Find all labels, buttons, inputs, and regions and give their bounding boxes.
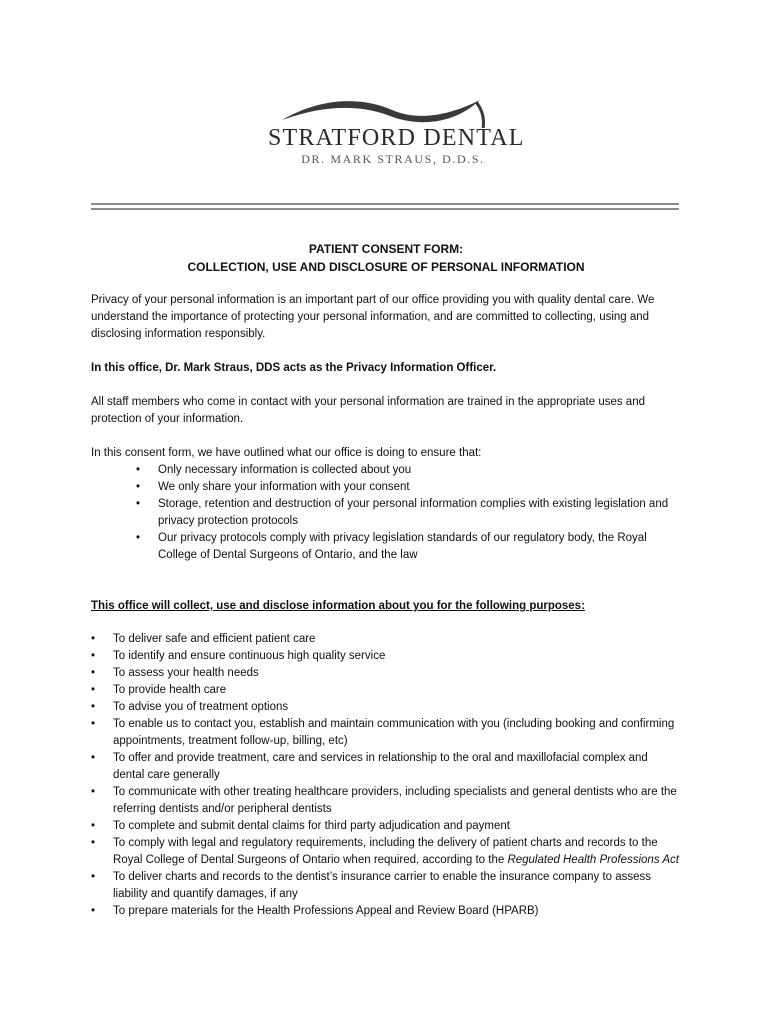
purposes-list [91, 631, 681, 920]
list-item: • To identify and ensure continuous high quality service [113, 648, 681, 665]
form-title-line1: PATIENT CONSENT FORM: [308, 242, 464, 256]
bullet-icon: • [91, 701, 96, 713]
list-item: • To communicate with other treating healthcare providers, including specialists and general dentists who are the referring dentists and/or peripheral dentists [91, 786, 677, 815]
bullet-icon: • [136, 481, 141, 493]
list-item: • To enable us to contact you, establish and maintain communication with you (including booking and confirming appointments, treatment follow-up, billing, etc) [91, 718, 675, 747]
list-item: • To deliver safe and efficient patient care [113, 631, 681, 648]
act-name: Regulated Health Professions Act [507, 854, 679, 866]
list-item: • To assess your health needs [113, 665, 681, 682]
list-item: • Only necessary information is collected about you [158, 462, 681, 479]
bullet-icon: • [136, 498, 141, 510]
list-item: • To offer and provide treatment, care and services in relationship to the oral and maxillofacial complex and dental care generally [91, 752, 648, 781]
bullet-icon: • [91, 905, 96, 917]
purposes-heading: This office will collect, use and disclose information about you for the following purposes: [91, 600, 585, 612]
list-item: • To complete and submit dental claims for third party adjudication and payment [113, 818, 681, 835]
bullet-icon: • [91, 650, 96, 662]
bullet-icon: • [91, 684, 96, 696]
bullet-icon: • [91, 752, 96, 764]
list-item: • Storage, retention and destruction of your personal information complies with existing legislation and privacy protection protocols [136, 498, 669, 527]
logo-name: STRATFORD DENTAL [268, 125, 525, 151]
list-item: • To prepare materials for the Health Professions Appeal and Review Board (HPARB) [113, 903, 681, 920]
bullet-icon: • [91, 837, 96, 849]
logo-swoosh-icon [280, 92, 490, 128]
form-body [91, 240, 681, 920]
staff-paragraph: All staff members who come in contact with your personal information are trained in the appropriate uses and protection of your information. [91, 396, 645, 425]
list-item: • To deliver charts and records to the dentist’s insurance carrier to enable the insurance company to assess liability and quantify damages, if any [91, 871, 652, 900]
list-item: • To provide health care [113, 682, 681, 699]
privacy-officer-statement: In this office, Dr. Mark Straus, DDS acts as the Privacy Information Officer. [91, 362, 497, 374]
bullet-icon: • [91, 820, 96, 832]
logo-subtitle: DR. MARK STRAUS, D.D.S. [301, 152, 485, 166]
bullet-icon: • [136, 532, 141, 544]
bullet-icon: • [91, 871, 96, 883]
header-divider-bottom [91, 208, 679, 210]
header-divider-top [91, 203, 679, 205]
bullet-icon: • [91, 786, 96, 798]
list-item: • To comply with legal and regulatory requirements, including the delivery of patient charts and records to the Royal College of Dental Surgeons of Ontario when required, according to the Regulated Health Professions Act [91, 837, 679, 866]
bullet-icon: • [91, 667, 96, 679]
list-item: • To advise you of treatment options [113, 699, 681, 716]
privacy-paragraph: Privacy of your personal information is an important part of our office providing you with quality dental care. We understand the importance of protecting your personal information, and are committed to collecting, using and disclosing information responsibly. [91, 294, 655, 340]
bullet-icon: • [91, 633, 96, 645]
bullet-icon: • [136, 464, 141, 476]
ensure-list [91, 462, 681, 564]
list-item: • Our privacy protocols comply with privacy legislation standards of our regulatory body, the Royal College of Dental Surgeons of Ontario, and the law [136, 532, 647, 561]
stratford-dental-logo [260, 92, 525, 172]
consent-intro: In this consent form, we have outlined what our office is doing to ensure that: [91, 447, 482, 459]
form-title-line2: COLLECTION, USE AND DISCLOSURE OF PERSONAL INFORMATION [187, 260, 585, 274]
bullet-icon: • [91, 718, 96, 730]
list-item: • We only share your information with your consent [158, 479, 681, 496]
